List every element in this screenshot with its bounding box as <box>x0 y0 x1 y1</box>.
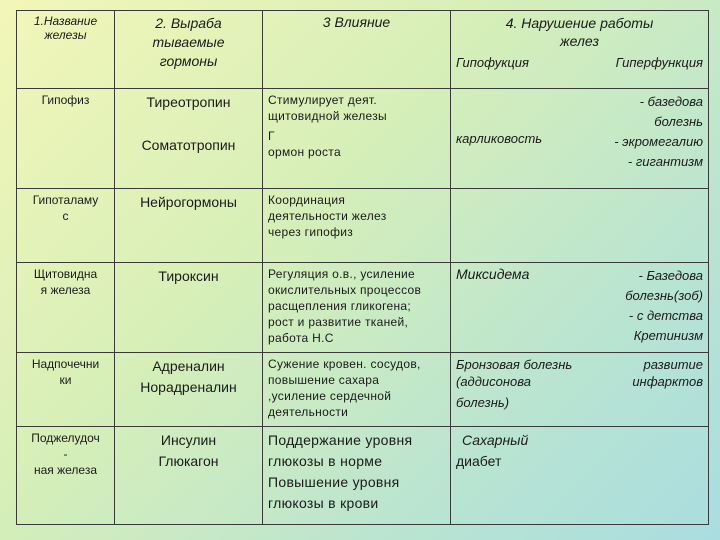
disorder-cell <box>451 263 709 353</box>
hyper-line: болезнь(зоб) <box>625 288 703 303</box>
table-row <box>17 263 709 353</box>
header-gland-name <box>17 11 115 89</box>
effect-cell <box>263 427 451 525</box>
effect-line: повышение сахара <box>268 373 380 387</box>
hyper-line: инфарктов <box>632 374 703 389</box>
hypo-line: (аддисонова <box>456 374 532 389</box>
effect-cell <box>263 263 451 353</box>
effect-line: Г <box>268 129 275 143</box>
hypo-line: болезнь) <box>456 395 510 410</box>
header-col2-line: 2. Выраба <box>155 15 222 31</box>
disorder-cell <box>451 189 709 263</box>
hormones-cell <box>115 353 263 427</box>
effect-line: глюкозы в норме <box>268 453 383 469</box>
hypofunction-text <box>456 356 572 411</box>
hormone-name: Соматотропин <box>141 137 236 153</box>
hyper-line: - базедова <box>639 94 703 109</box>
table-row <box>17 427 709 525</box>
effect-line: ,усиление сердечной <box>268 389 392 403</box>
header-hypofunction: Гипофукция <box>456 55 529 70</box>
hormones-cell <box>115 427 263 525</box>
hormones-cell <box>115 263 263 353</box>
hyperfunction-text <box>625 266 703 346</box>
gland-cell <box>17 189 115 263</box>
hyper-line: болезнь <box>654 114 703 129</box>
effect-line: Координация <box>268 193 346 207</box>
header-col1-line: железы <box>44 28 87 42</box>
gland-cell <box>17 427 115 525</box>
table-row <box>17 89 709 189</box>
gland-cell <box>17 89 115 189</box>
hyper-line: - гигантизм <box>627 154 703 169</box>
table-row <box>17 353 709 427</box>
header-hormones <box>115 11 263 89</box>
gland-name: я железа <box>40 283 91 297</box>
hormone-name: Нейрогормоны <box>140 194 237 210</box>
effect-line: Регуляция о.в., усиление <box>268 267 416 281</box>
disorder-cell <box>451 353 709 427</box>
hyper-line: - Базедова <box>638 268 703 283</box>
endocrine-glands-table <box>16 10 709 525</box>
hyper-line: - экромегалию <box>614 134 703 149</box>
header-disorder <box>451 11 709 89</box>
gland-cell <box>17 353 115 427</box>
hypo-line: диабет <box>456 453 502 469</box>
effect-cell <box>263 189 451 263</box>
effect-line: окислительных процессов <box>268 283 422 297</box>
hyper-line: развитие <box>643 357 703 372</box>
gland-name: Надпочечни <box>31 357 100 371</box>
gland-name: Гипофиз <box>41 93 90 107</box>
effect-line: Сужение кровен. сосудов, <box>268 357 421 371</box>
hormone-name: Тиреотропин <box>146 94 231 110</box>
effect-line: Поддержание уровня <box>268 432 413 448</box>
effect-line: через гипофиз <box>268 225 354 239</box>
effect-line: расщепления гликогена; <box>268 299 411 313</box>
header-col4-line: 4. Нарушение работы <box>505 15 654 31</box>
hypo-line: Миксидема <box>456 266 530 282</box>
gland-name: - <box>63 447 68 461</box>
hyperfunction-text <box>632 356 703 411</box>
gland-name: ки <box>59 373 72 387</box>
effect-line: ормон роста <box>268 145 341 159</box>
header-col1-line: 1.Название <box>33 14 98 28</box>
header-col2-line: гормоны <box>159 53 218 69</box>
gland-cell <box>17 263 115 353</box>
effect-line: деятельности желез <box>268 209 387 223</box>
effect-line: Стимулирует деят. <box>268 93 377 107</box>
header-col4-line: желез <box>560 33 599 49</box>
header-col2-line: тываемые <box>152 34 225 50</box>
effect-line: Повышение уровня <box>268 474 400 490</box>
gland-name: ная железа <box>33 463 98 477</box>
effect-line: глюкозы в крови <box>268 495 379 511</box>
hyperfunction-text <box>614 92 703 172</box>
effect-line: щитовидной железы <box>268 109 387 123</box>
hormones-cell <box>115 189 263 263</box>
effect-cell <box>263 89 451 189</box>
effect-line: работа Н.С <box>268 331 334 345</box>
hypo-line: Бронзовая болезнь <box>456 357 573 372</box>
effect-line: рост и развитие тканей, <box>268 315 409 329</box>
gland-name: Поджелудоч <box>31 431 100 445</box>
disorder-cell <box>451 89 709 189</box>
hyper-line: Кретинизм <box>633 328 703 343</box>
hormone-name: Тироксин <box>158 268 219 284</box>
disorder-cell <box>451 427 709 525</box>
gland-name: Щитовидна <box>33 267 98 281</box>
gland-name: с <box>62 209 69 223</box>
hormone-name: Норадреналин <box>140 379 237 395</box>
hypofunction-text <box>456 92 542 172</box>
hormone-name: Адреналин <box>152 358 225 374</box>
hormone-name: Глюкагон <box>158 453 219 469</box>
header-effect: 3 Влияние <box>263 11 451 89</box>
hypofunction-text <box>456 266 529 346</box>
hypo-line: карликовость <box>456 131 543 146</box>
gland-name: Гипоталаму <box>32 193 99 207</box>
table-row <box>17 189 709 263</box>
effect-line: деятельности <box>268 405 349 419</box>
header-row <box>17 11 709 89</box>
hypofunction-text <box>456 430 703 472</box>
hypo-line: Сахарный <box>462 432 529 448</box>
hormone-name: Инсулин <box>160 432 217 448</box>
hormones-cell <box>115 89 263 189</box>
effect-cell <box>263 353 451 427</box>
hyper-line: - с детства <box>628 308 703 323</box>
header-hyperfunction: Гиперфункция <box>615 55 703 70</box>
